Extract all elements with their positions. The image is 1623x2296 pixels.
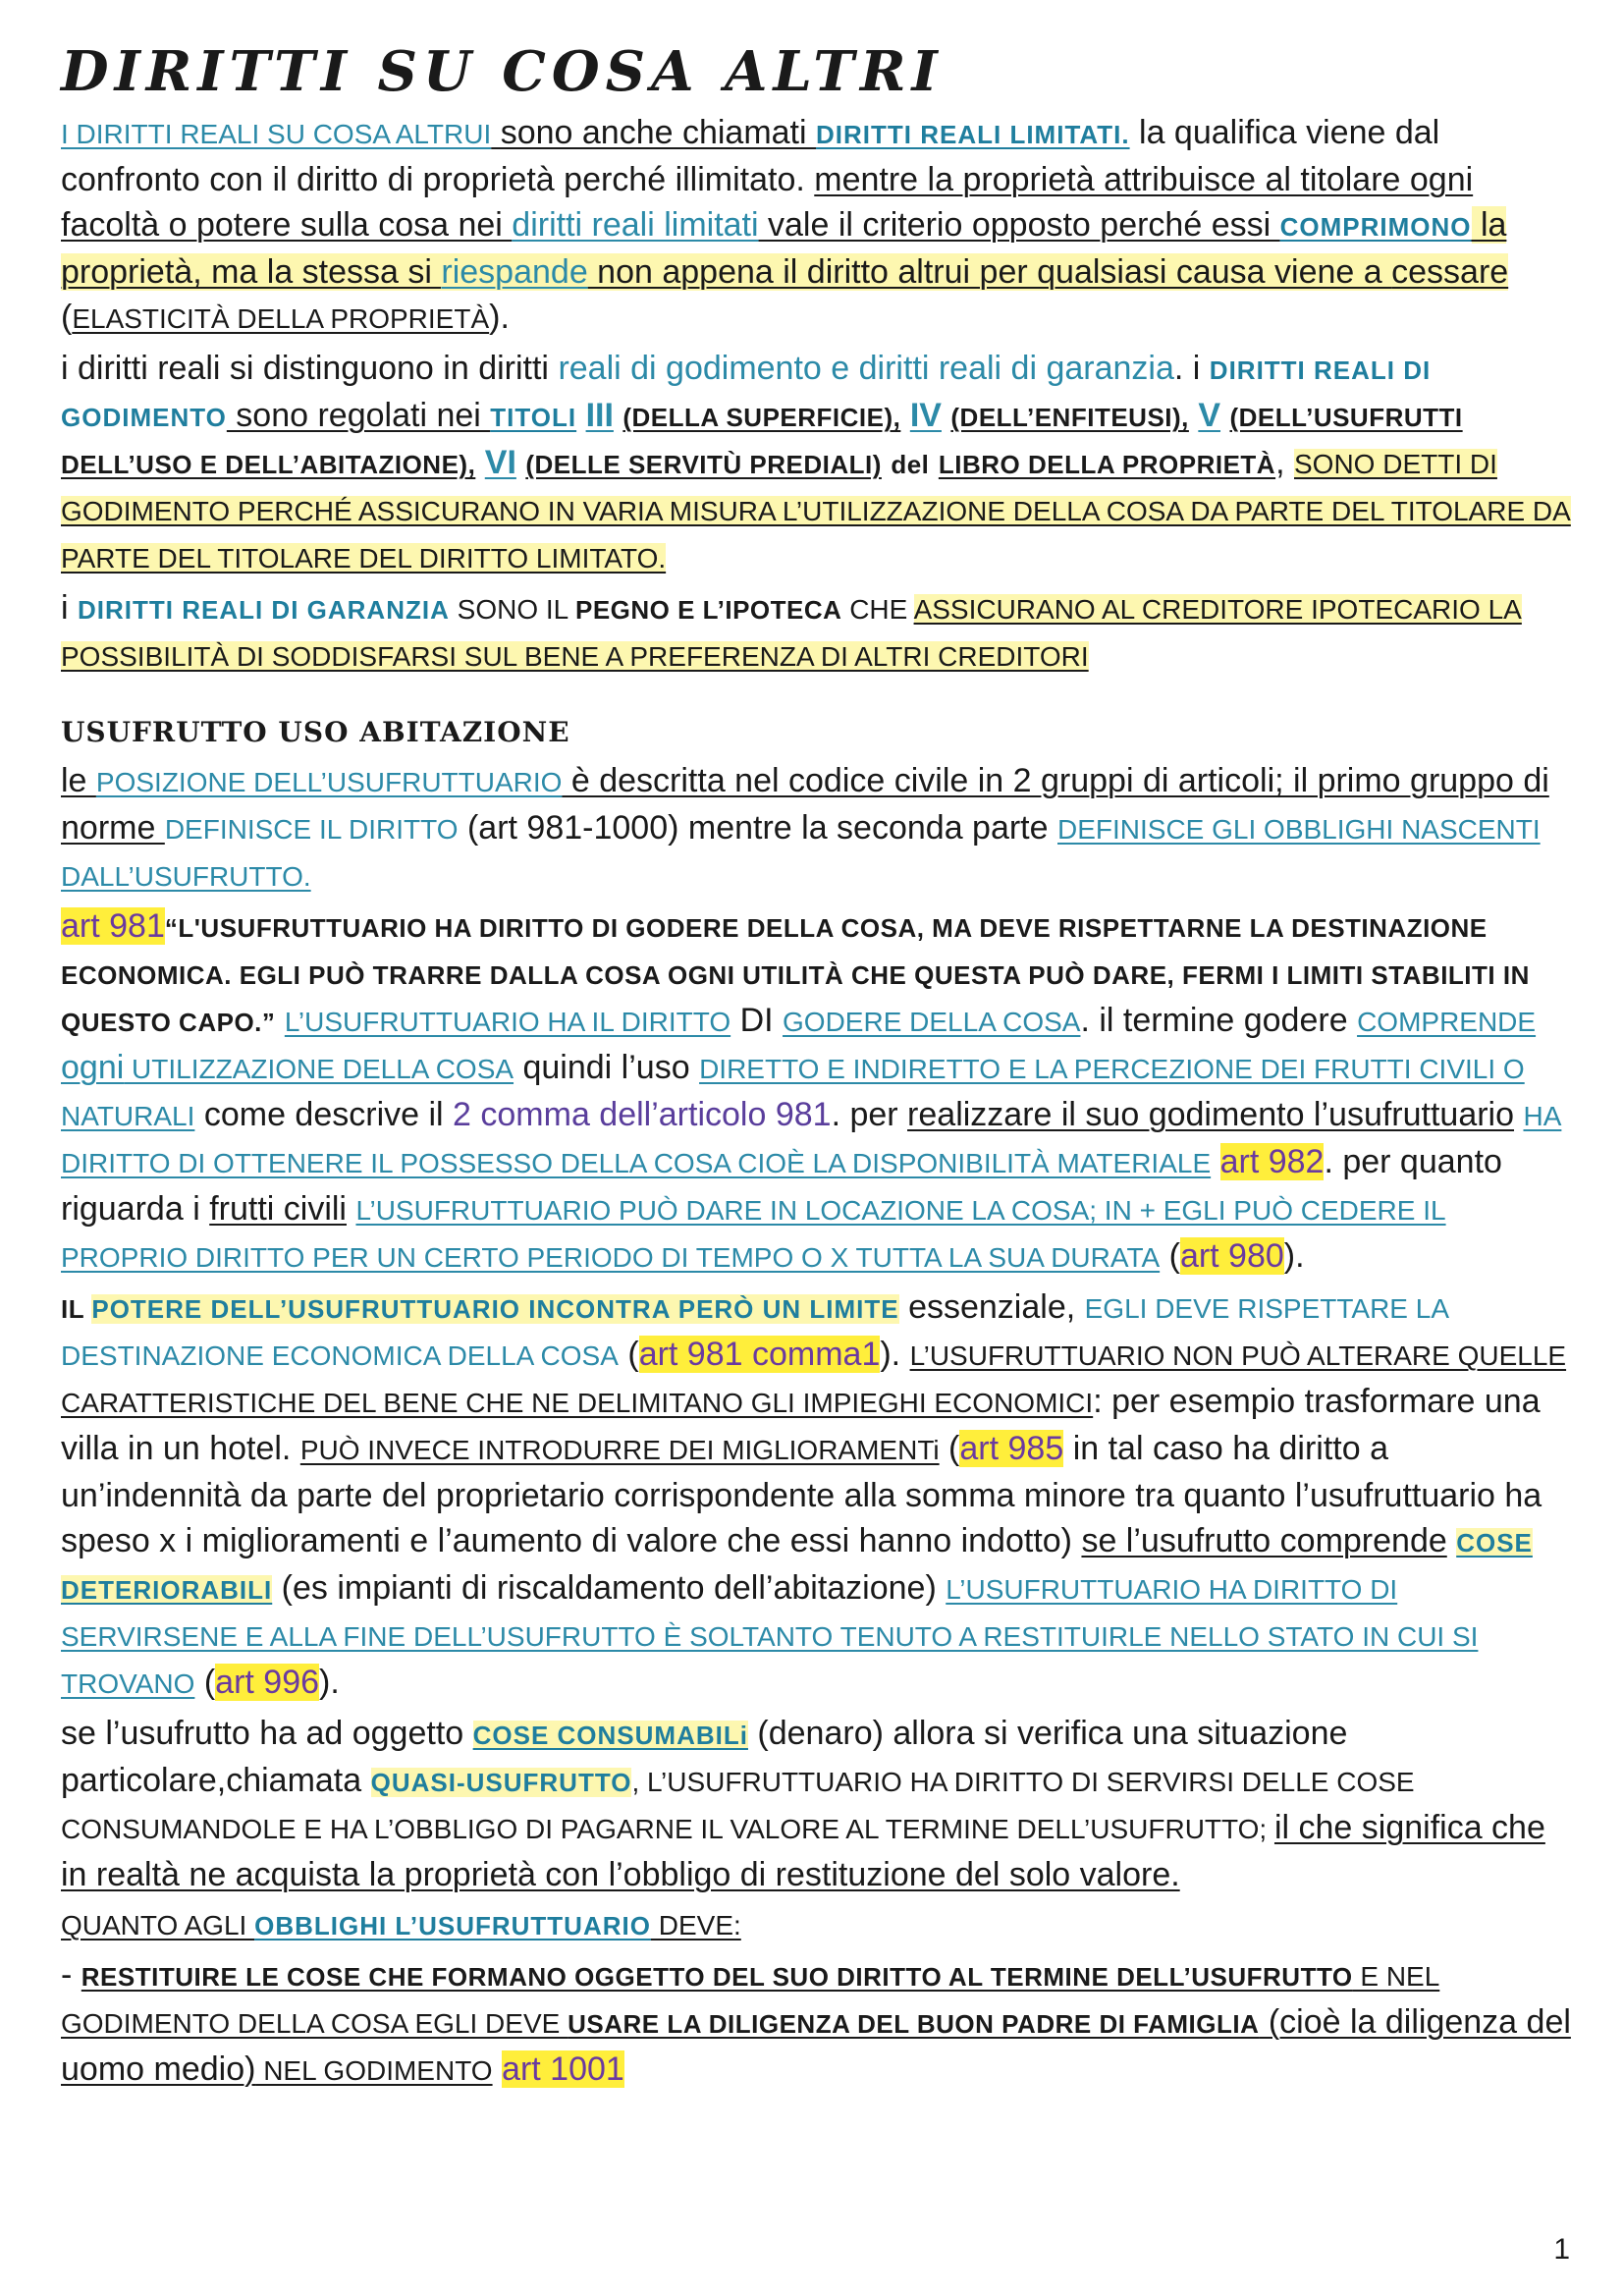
document-page	[61, 39, 1573, 2094]
paragraph-intro: I DIRITTI REALI SU COSA ALTRUI sono anche chiamati DIRITTI REALI LIMITATI. la qualifica viene dal confronto con il diritto di proprietà perché illimitato. mentre la proprietà attribuisce al titolare ogni facoltà o potere sulla cosa nei diritti reali limitati vale il criterio opposto perché essi COMPRIMONO la proprietà, ma la stessa si riespande non appena il diritto altrui per qualsiasi causa viene a cessare (ELASTICITÀ DELLA PROPRIETÀ).	[61, 114, 1509, 336]
paragraph-usufruct-position: le POSIZIONE DELL’USUFRUTTUARIO è descritta nel codice civile in 2 gruppi di articoli; il primo gruppo di norme DEFINISCE IL DIRITTO (art 981-1000) mentre la seconda parte DEFINISCE GLI OBBLIGHI NASCENTI DALL’USUFRUTTO.	[61, 762, 1549, 892]
paragraph-obligation-item: - RESTITUIRE LE COSE CHE FORMANO OGGETTO DEL SUO DIRITTO AL TERMINE DELL’USUFRUTTO E NEL GODIMENTO DELLA COSA EGLI DEVE USARE LA DILIGENZA DEL BUON PADRE DI FAMIGLIA (cioè la diligenza del uomo medio) NEL GODIMENTO art 1001	[61, 1956, 1571, 2088]
article-reference: art 1001	[502, 2050, 624, 2088]
article-reference: art 982	[1219, 1143, 1325, 1180]
article-reference: art 981	[61, 907, 165, 945]
section-subtitle: USUFRUTTO USO ABITAZIONE	[61, 716, 570, 748]
term: DIRITTI REALI LIMITATI.	[816, 120, 1130, 149]
paragraph-quasi-usufruct: se l’usufrutto ha ad oggetto COSE CONSUMABILi (denaro) allora si verifica una situazione particolare,chiamata QUASI-USUFRUTTO, L’USUFRUTTUARIO HA DIRITTO DI SERVIRSI DELLE COSE CONSUMANDOLE E HA L’OBBLIGO DI PAGARNE IL VALORE AL TERMINE DELL’USUFRUTTO; il che significa che in realtà ne acquista la proprietà con l’obbligo di restituzione del solo valore.	[61, 1715, 1545, 1893]
article-reference: art 985	[959, 1430, 1064, 1467]
term: I DIRITTI REALI SU COSA ALTRUI	[61, 119, 492, 149]
page-title: DIRITTI SU COSA ALTRI	[61, 39, 944, 104]
paragraph-limit: IL POTERE DELL’USUFRUTTUARIO INCONTRA PERÒ UN LIMITE essenziale, EGLI DEVE RISPETTARE LA DESTINAZIONE ECONOMICA DELLA COSA (art 981 comma1). L’USUFRUTTUARIO NON PUÒ ALTERARE QUELLE CARATTERISTICHE DEL BENE CHE NE DELIMITANO GLI IMPIEGHI ECONOMICI: per esempio trasformare una villa in un hotel. PUÒ INVECE INTRODURRE DEI MIGLIORAMENTi (art 985 in tal caso ha diritto a un’indennità da parte del proprietario corrispondente alla somma minore tra quanto l’usufruttuario ha speso x i miglioramenti e l’aumento di valore che essi hanno indotto) se l’usufrutto comprende COSE DETERIORABILI (es impianti di riscaldamento dell’abitazione) L’USUFRUTTUARIO HA DIRITTO DI SERVIRSENE E ALLA FINE DELL’USUFRUTTO È SOLTANTO TENUTO A RESTITUIRLE NELLO STATO IN CUI SI TROVANO (art 996).	[61, 1288, 1567, 1701]
article-reference: art 996	[215, 1664, 320, 1701]
article-reference: art 980	[1179, 1237, 1284, 1275]
paragraph-art-981: art 981“L'USUFRUTTUARIO HA DIRITTO DI GODERE DELLA COSA, MA DEVE RISPETTARNE LA DESTINAZIONE ECONOMICA. EGLI PUÒ TRARRE DALLA COSA OGNI UTILITÀ CHE QUESTA PUÒ DARE, FERMI I LIMITI STABILITI IN QUESTO CAPO.” L’USUFRUTTUARIO HA IL DIRITTO DI GODERE DELLA COSA. il termine godere COMPRENDE ogni UTILIZZAZIONE DELLA COSA quindi l’uso DIRETTO E INDIRETTO E LA PERCEZIONE DEI FRUTTI CIVILI O NATURALI come descrive il 2 comma dell’articolo 981. per realizzare il suo godimento l’usufruttuario HA DIRITTO DI OTTENERE IL POSSESSO DELLA COSA CIOÈ LA DISPONIBILITÀ MATERIALE art 982. per quanto riguarda i frutti civili L’USUFRUTTUARIO PUÒ DARE IN LOCAZIONE LA COSA; IN + EGLI PUÒ CEDERE IL PROPRIO DIRITTO PER UN CERTO PERIODO DI TEMPO O X TUTTA LA SUA DURATA (art 980).	[61, 907, 1562, 1275]
article-reference: art 981 comma1	[638, 1336, 881, 1373]
paragraph-types: i diritti reali si distinguono in diritti reali di godimento e diritti reali di garanzia. i DIRITTI REALI DI GODIMENTO sono regolati nei TITOLI III (DELLA SUPERFICIE), IV (DELL’ENFITEUSI), V (DELL’USUFRUTTI DELL’USO E DELL’ABITAZIONE), VI (DELLE SERVITÙ PREDIALI) del LIBRO DELLA PROPRIETÀ, SONO DETTI DI GODIMENTO PERCHÉ ASSICURANO IN VARIA MISURA L’UTILIZZAZIONE DELLA COSA DA PARTE DEL TITOLARE DA PARTE DEL TITOLARE DEL DIRITTO LIMITATO.	[61, 350, 1571, 574]
paragraph-obligations: QUANTO AGLI OBBLIGHI L’USUFRUTTUARIO DEVE:	[61, 1910, 741, 1941]
page-number: 1	[1553, 2233, 1570, 2266]
paragraph-guarantee: i DIRITTI REALI DI GARANZIA SONO IL PEGNO E L’IPOTECA CHE ASSICURANO AL CREDITORE IPOTECARIO LA POSSIBILITÀ DI SODDISFARSI SUL BENE A PREFERENZA DI ALTRI CREDITORI	[61, 589, 1522, 672]
